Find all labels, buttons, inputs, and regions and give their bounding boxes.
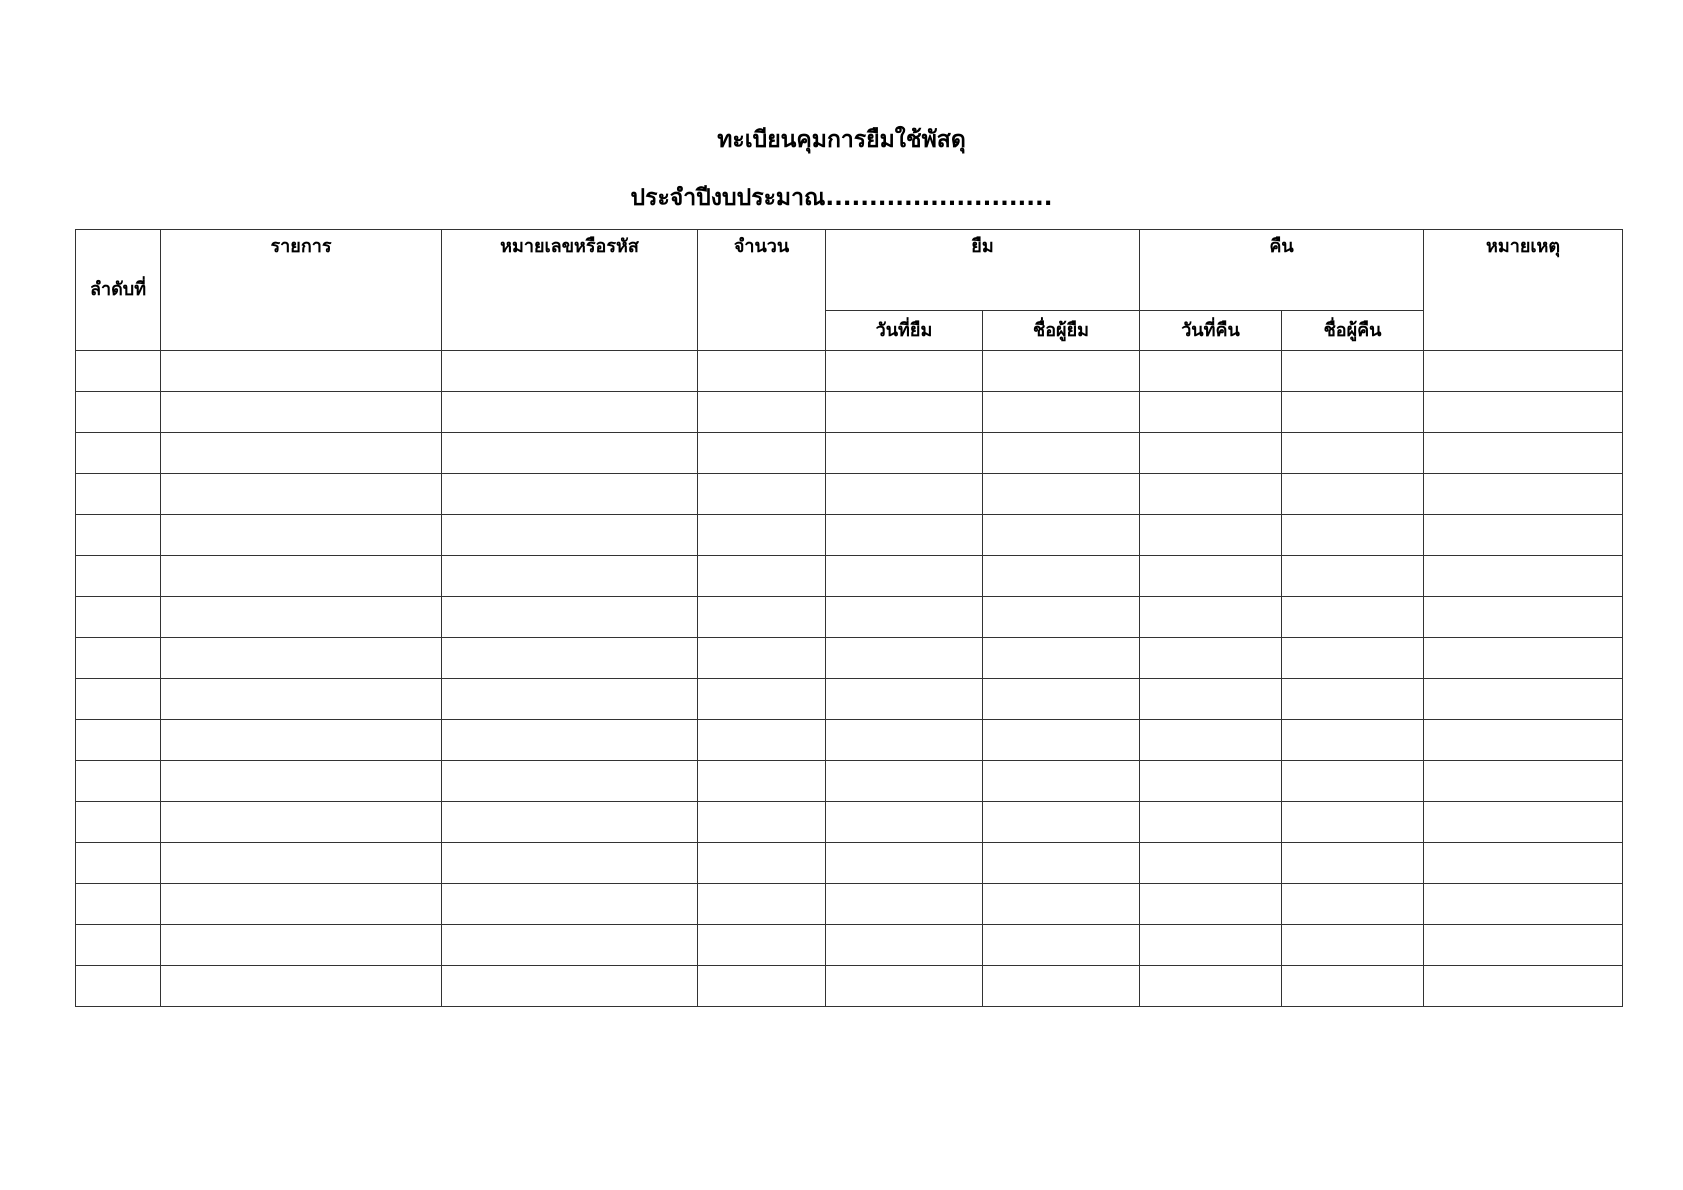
table-row <box>76 474 1623 515</box>
cell-order[interactable] <box>76 761 161 802</box>
cell-return-date[interactable] <box>1140 638 1282 679</box>
cell-item[interactable] <box>161 761 442 802</box>
cell-order[interactable] <box>76 351 161 392</box>
cell-item[interactable] <box>161 597 442 638</box>
cell-returner-name[interactable] <box>1282 638 1424 679</box>
cell-borrow-date[interactable] <box>826 925 983 966</box>
cell-borrower-name[interactable] <box>983 802 1140 843</box>
header-remarks: หมายเหตุ <box>1424 230 1623 351</box>
header-borrow-date: วันที่ยืม <box>826 311 983 351</box>
cell-remarks[interactable] <box>1424 802 1623 843</box>
cell-returner-name[interactable] <box>1282 433 1424 474</box>
header-borrower-name: ชื่อผู้ยืม <box>983 311 1140 351</box>
cell-return-date[interactable] <box>1140 884 1282 925</box>
cell-item[interactable] <box>161 720 442 761</box>
cell-borrower-name[interactable] <box>983 966 1140 1007</box>
cell-return-date[interactable] <box>1140 925 1282 966</box>
cell-borrow-date[interactable] <box>826 597 983 638</box>
table-row <box>76 597 1623 638</box>
cell-borrow-date[interactable] <box>826 884 983 925</box>
cell-item[interactable] <box>161 802 442 843</box>
header-quantity: จำนวน <box>698 230 826 351</box>
cell-borrower-name[interactable] <box>983 843 1140 884</box>
cell-returner-name[interactable] <box>1282 392 1424 433</box>
cell-borrower-name[interactable] <box>983 597 1140 638</box>
cell-return-date[interactable] <box>1140 351 1282 392</box>
cell-quantity[interactable] <box>698 392 826 433</box>
cell-borrower-name[interactable] <box>983 925 1140 966</box>
cell-return-date[interactable] <box>1140 761 1282 802</box>
cell-borrow-date[interactable] <box>826 720 983 761</box>
document-subtitle: ประจำปีงบประมาณ.......................... <box>630 185 1053 211</box>
table-row <box>76 515 1623 556</box>
cell-quantity[interactable] <box>698 802 826 843</box>
cell-item[interactable] <box>161 884 442 925</box>
cell-order[interactable] <box>76 638 161 679</box>
cell-code[interactable] <box>442 474 698 515</box>
cell-quantity[interactable] <box>698 433 826 474</box>
cell-code[interactable] <box>442 392 698 433</box>
cell-order[interactable] <box>76 802 161 843</box>
cell-return-date[interactable] <box>1140 843 1282 884</box>
table-row <box>76 392 1623 433</box>
cell-borrower-name[interactable] <box>983 392 1140 433</box>
cell-order[interactable] <box>76 679 161 720</box>
table-row <box>76 638 1623 679</box>
cell-quantity[interactable] <box>698 720 826 761</box>
cell-remarks[interactable] <box>1424 556 1623 597</box>
cell-order[interactable] <box>76 597 161 638</box>
cell-borrower-name[interactable] <box>983 515 1140 556</box>
cell-returner-name[interactable] <box>1282 515 1424 556</box>
cell-quantity[interactable] <box>698 884 826 925</box>
cell-code[interactable] <box>442 720 698 761</box>
cell-returner-name[interactable] <box>1282 474 1424 515</box>
cell-order[interactable] <box>76 966 161 1007</box>
cell-item[interactable] <box>161 679 442 720</box>
cell-code[interactable] <box>442 515 698 556</box>
cell-quantity[interactable] <box>698 843 826 884</box>
cell-order[interactable] <box>76 515 161 556</box>
table-row <box>76 351 1623 392</box>
cell-borrower-name[interactable] <box>983 720 1140 761</box>
cell-order[interactable] <box>76 392 161 433</box>
table-row <box>76 761 1623 802</box>
cell-borrow-date[interactable] <box>826 392 983 433</box>
document-title: ทะเบียนคุมการยืมใช้พัสดุ <box>717 127 966 153</box>
cell-quantity[interactable] <box>698 597 826 638</box>
cell-quantity[interactable] <box>698 966 826 1007</box>
cell-borrower-name[interactable] <box>983 679 1140 720</box>
cell-returner-name[interactable] <box>1282 802 1424 843</box>
cell-order[interactable] <box>76 925 161 966</box>
cell-order[interactable] <box>76 720 161 761</box>
table-row <box>76 925 1623 966</box>
cell-borrow-date[interactable] <box>826 761 983 802</box>
cell-item[interactable] <box>161 556 442 597</box>
cell-return-date[interactable] <box>1140 433 1282 474</box>
cell-return-date[interactable] <box>1140 679 1282 720</box>
cell-item[interactable] <box>161 966 442 1007</box>
cell-remarks[interactable] <box>1424 474 1623 515</box>
cell-order[interactable] <box>76 556 161 597</box>
cell-remarks[interactable] <box>1424 515 1623 556</box>
cell-returner-name[interactable] <box>1282 720 1424 761</box>
cell-code[interactable] <box>442 638 698 679</box>
cell-remarks[interactable] <box>1424 638 1623 679</box>
cell-return-date[interactable] <box>1140 474 1282 515</box>
borrow-register-table <box>75 229 1623 1007</box>
cell-item[interactable] <box>161 638 442 679</box>
cell-borrow-date[interactable] <box>826 556 983 597</box>
cell-remarks[interactable] <box>1424 433 1623 474</box>
cell-returner-name[interactable] <box>1282 925 1424 966</box>
cell-remarks[interactable] <box>1424 679 1623 720</box>
cell-code[interactable] <box>442 843 698 884</box>
cell-code[interactable] <box>442 351 698 392</box>
cell-quantity[interactable] <box>698 474 826 515</box>
cell-returner-name[interactable] <box>1282 761 1424 802</box>
cell-borrow-date[interactable] <box>826 433 983 474</box>
cell-return-date[interactable] <box>1140 515 1282 556</box>
cell-remarks[interactable] <box>1424 966 1623 1007</box>
header-returner-name: ชื่อผู้คืน <box>1282 311 1424 351</box>
table-header <box>76 230 1623 351</box>
table-row <box>76 843 1623 884</box>
cell-borrow-date[interactable] <box>826 843 983 884</box>
header-code: หมายเลขหรือรหัส <box>442 230 698 351</box>
cell-borrow-date[interactable] <box>826 351 983 392</box>
table-body <box>76 351 1623 1007</box>
cell-borrow-date[interactable] <box>826 515 983 556</box>
cell-code[interactable] <box>442 433 698 474</box>
table-row <box>76 966 1623 1007</box>
cell-borrower-name[interactable] <box>983 761 1140 802</box>
cell-remarks[interactable] <box>1424 843 1623 884</box>
cell-borrow-date[interactable] <box>826 679 983 720</box>
cell-return-date[interactable] <box>1140 802 1282 843</box>
header-borrow: ยืม <box>826 230 1140 311</box>
header-item: รายการ <box>161 230 442 351</box>
cell-remarks[interactable] <box>1424 351 1623 392</box>
cell-borrower-name[interactable] <box>983 433 1140 474</box>
cell-order[interactable] <box>76 474 161 515</box>
cell-returner-name[interactable] <box>1282 679 1424 720</box>
table-row <box>76 679 1623 720</box>
table-row <box>76 720 1623 761</box>
cell-item[interactable] <box>161 925 442 966</box>
cell-item[interactable] <box>161 474 442 515</box>
cell-return-date[interactable] <box>1140 966 1282 1007</box>
cell-code[interactable] <box>442 761 698 802</box>
cell-quantity[interactable] <box>698 925 826 966</box>
header-order: ลำดับที่ <box>76 230 161 351</box>
cell-code[interactable] <box>442 802 698 843</box>
cell-code[interactable] <box>442 597 698 638</box>
cell-return-date[interactable] <box>1140 597 1282 638</box>
cell-returner-name[interactable] <box>1282 884 1424 925</box>
table-row <box>76 556 1623 597</box>
cell-return-date[interactable] <box>1140 720 1282 761</box>
cell-item[interactable] <box>161 433 442 474</box>
cell-order[interactable] <box>76 433 161 474</box>
table-row <box>76 802 1623 843</box>
cell-borrow-date[interactable] <box>826 966 983 1007</box>
cell-quantity[interactable] <box>698 515 826 556</box>
cell-order[interactable] <box>76 843 161 884</box>
cell-code[interactable] <box>442 925 698 966</box>
cell-borrow-date[interactable] <box>826 638 983 679</box>
cell-quantity[interactable] <box>698 556 826 597</box>
cell-borrow-date[interactable] <box>826 474 983 515</box>
cell-order[interactable] <box>76 884 161 925</box>
cell-quantity[interactable] <box>698 351 826 392</box>
cell-borrower-name[interactable] <box>983 638 1140 679</box>
cell-code[interactable] <box>442 884 698 925</box>
cell-quantity[interactable] <box>698 638 826 679</box>
cell-quantity[interactable] <box>698 679 826 720</box>
cell-borrower-name[interactable] <box>983 884 1140 925</box>
cell-code[interactable] <box>442 966 698 1007</box>
cell-returner-name[interactable] <box>1282 843 1424 884</box>
cell-code[interactable] <box>442 556 698 597</box>
cell-item[interactable] <box>161 515 442 556</box>
cell-returner-name[interactable] <box>1282 966 1424 1007</box>
cell-borrow-date[interactable] <box>826 802 983 843</box>
table-row <box>76 433 1623 474</box>
cell-borrower-name[interactable] <box>983 556 1140 597</box>
cell-item[interactable] <box>161 351 442 392</box>
cell-remarks[interactable] <box>1424 597 1623 638</box>
cell-quantity[interactable] <box>698 761 826 802</box>
cell-returner-name[interactable] <box>1282 597 1424 638</box>
cell-remarks[interactable] <box>1424 720 1623 761</box>
cell-item[interactable] <box>161 843 442 884</box>
cell-remarks[interactable] <box>1424 761 1623 802</box>
cell-remarks[interactable] <box>1424 884 1623 925</box>
cell-remarks[interactable] <box>1424 392 1623 433</box>
header-return: คืน <box>1140 230 1424 311</box>
header-return-date: วันที่คืน <box>1140 311 1282 351</box>
cell-remarks[interactable] <box>1424 925 1623 966</box>
cell-return-date[interactable] <box>1140 556 1282 597</box>
cell-borrower-name[interactable] <box>983 351 1140 392</box>
cell-return-date[interactable] <box>1140 392 1282 433</box>
cell-item[interactable] <box>161 392 442 433</box>
cell-code[interactable] <box>442 679 698 720</box>
cell-returner-name[interactable] <box>1282 556 1424 597</box>
table-row <box>76 884 1623 925</box>
cell-returner-name[interactable] <box>1282 351 1424 392</box>
cell-borrower-name[interactable] <box>983 474 1140 515</box>
